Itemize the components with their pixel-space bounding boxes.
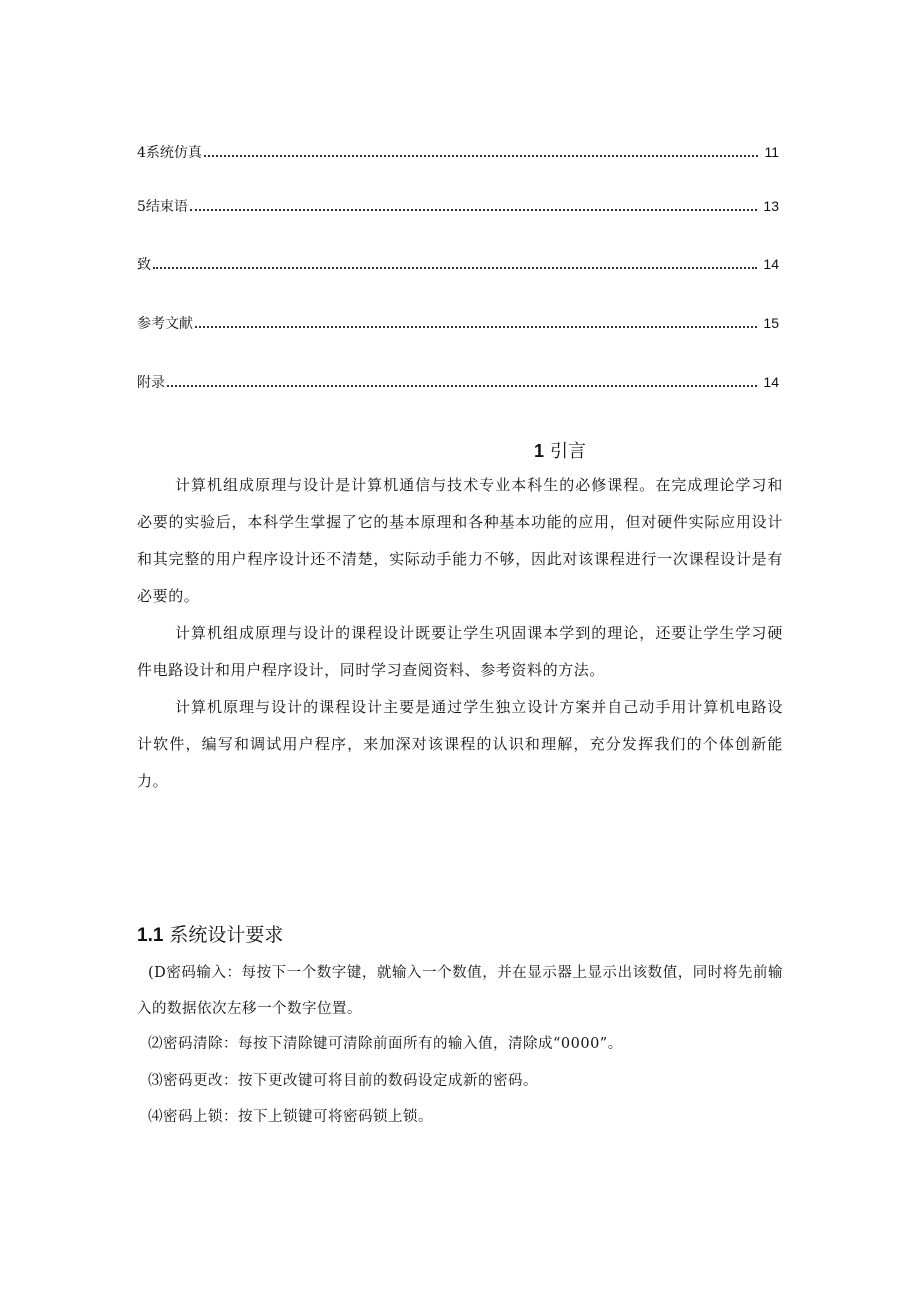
toc-entry-label: 4系统仿真 xyxy=(137,145,202,161)
section-heading-requirements xyxy=(137,920,283,947)
toc-entry-label: 参考文献 xyxy=(137,316,193,332)
toc-leader-dots xyxy=(204,155,759,157)
toc-entry-page: 14 xyxy=(763,374,779,390)
intro-paragraph-2: 计算机组成原理与设计的课程设计既要让学生巩固课本学到的理论，还要让学生学习硬件电路设计和用户程序设计，同时学习查阅资料、参考资料的方法。 xyxy=(137,624,783,679)
toc-entry-page: 15 xyxy=(763,315,779,331)
toc-entry-label: 致 xyxy=(137,257,151,273)
toc-leader-dots xyxy=(195,326,757,328)
intro-paragraph-3: 计算机原理与设计的课程设计主要是通过学生独立设计方案并自己动手用计算机电路设计软件，编写和调试用户程序，来加深对该课程的认识和理解，充分发挥我们的个体创新能力。 xyxy=(137,698,783,790)
toc-entry-page: 11 xyxy=(764,144,779,160)
toc-entry[interactable] xyxy=(137,196,779,220)
toc-entry-label: 5结束语 xyxy=(137,199,188,215)
requirement-item-3: ⑶密码更改：按下更改键可将目前的数码设定成新的密码。 xyxy=(148,1073,538,1089)
toc-entry[interactable] xyxy=(137,254,779,278)
toc-entry-page: 14 xyxy=(763,256,779,272)
toc-entry-label: 附录 xyxy=(137,375,165,391)
toc-entry[interactable] xyxy=(137,313,779,337)
toc-leader-dots xyxy=(153,267,757,269)
subsection-number: 1.1 xyxy=(137,925,164,946)
section-title: 引言 xyxy=(550,441,586,462)
toc-leader-dots xyxy=(190,209,758,211)
requirement-item-4: ⑷密码上锁：按下上锁键可将密码锁上锁。 xyxy=(148,1109,433,1125)
section-heading-intro xyxy=(0,437,920,463)
requirement-item-2: ⑵密码清除：每按下清除键可清除前面所有的输入值，清除成“0000”。 xyxy=(148,1036,623,1052)
toc-leader-dots xyxy=(167,385,757,387)
subsection-title: 系统设计要求 xyxy=(169,924,284,946)
toc-entry-page: 13 xyxy=(763,198,779,214)
intro-paragraph-1: 计算机组成原理与设计是计算机通信与技术专业本科生的必修课程。在完成理论学习和必要的实验后，本科学生掌握了它的基本原理和各种基本功能的应用，但对硬件实际应用设计和其完整的用户程序设计还不清楚，实际动手能力不够，因此对该课程进行一次课程设计是有必要的。 xyxy=(137,476,783,605)
toc-entry[interactable] xyxy=(137,142,779,166)
requirement-item-1: (D密码输入：每按下一个数字键，就输入一个数值，并在显示器上显示出该数值，同时将先前输入的数据依次左移一个数字位置。 xyxy=(137,965,783,1017)
toc-entry[interactable] xyxy=(137,372,779,396)
section-number: 1 xyxy=(533,441,544,461)
